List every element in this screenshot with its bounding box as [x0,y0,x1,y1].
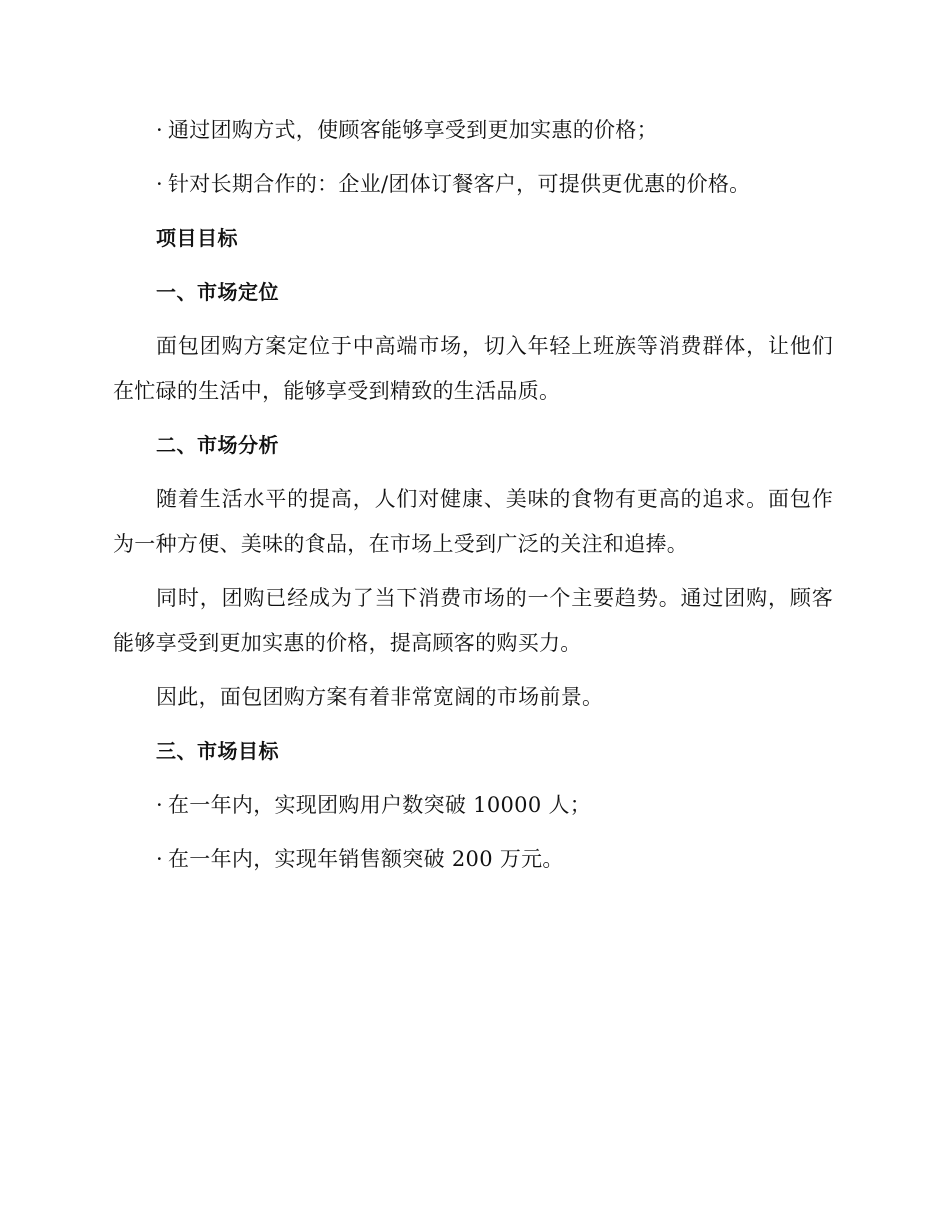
bullet-text: 通过团购方式，使顾客能够享受到更加实惠的价格； [168,118,658,142]
bullet-text: 在一年内，实现团购用户数突破 10000 人； [168,793,592,817]
paragraph-analysis-1: 随着生活水平的提高，人们对健康、美味的食物有更高的追求。面包作为一种方便、美味的食品，在市场上受到广泛的关注和追捧。 [113,487,833,556]
bullet-dot: · [156,172,163,196]
bullet-dot: · [156,118,163,142]
heading-market-positioning: 一、市场定位 [156,280,279,304]
bullet-dot: · [156,793,163,817]
bullet-item [113,783,833,828]
heading-market-goals: 三、市场目标 [156,739,279,763]
bullet-item [113,837,833,882]
paragraph-analysis-2: 同时，团购已经成为了当下消费市场的一个主要趋势。通过团购，顾客能够享受到更加实惠的价格，提高顾客的购买力。 [113,586,833,655]
paragraph-analysis-3: 因此，面包团购方案有着非常宽阔的市场前景。 [156,685,604,709]
heading-market-analysis: 二、市场分析 [156,433,279,457]
document-page [113,108,833,891]
bullet-item [113,108,833,153]
bullet-item [113,162,833,207]
bullet-text: 在一年内，实现年销售额突破 200 万元。 [168,847,564,871]
section-title: 项目目标 [156,226,238,250]
bullet-text: 针对长期合作的：企业/团体订餐客户，可提供更优惠的价格。 [168,172,751,196]
bullet-dot: · [156,847,163,871]
paragraph-positioning: 面包团购方案定位于中高端市场，切入年轻上班族等消费群体，让他们在忙碌的生活中，能够享受到精致的生活品质。 [113,334,833,403]
